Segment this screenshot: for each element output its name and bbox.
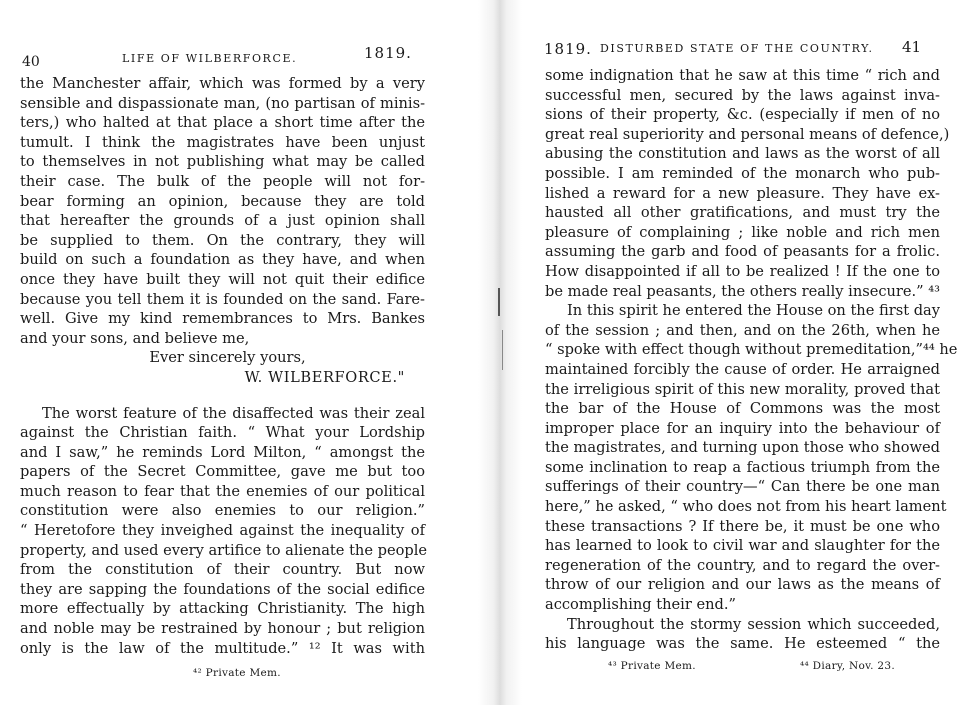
text-line: papers of the Secret Committee, gave me but too (20, 463, 425, 481)
text-line: improper place for an inquiry into the behaviour of (545, 419, 940, 437)
text-line: has learned to look to civil war and slaughter for the (545, 537, 940, 555)
left-body-text (20, 74, 428, 658)
right-body-text (545, 66, 958, 654)
text-line: possible. I am reminded of the monarch who pub- (545, 164, 940, 182)
text-line: great real superiority and personal means of defence,) (545, 125, 950, 143)
right-page-number: 41 (902, 38, 922, 56)
text-line: “ Heretofore they inveighed against the inequality of (20, 522, 425, 540)
text-line: successful men, secured by the laws against inva- (545, 86, 940, 104)
text-line: lished a reward for a new pleasure. They have ex- (545, 184, 940, 202)
text-line: and your sons, and believe me, (20, 329, 250, 347)
text-line: from the constitution of their country. But now (20, 561, 425, 579)
text-line: sensible and dispassionate man, (no partisan of minis- (20, 94, 425, 112)
text-line: be supplied to them. On the contrary, they will (20, 231, 425, 249)
letter-signature: W. WILBERFORCE." (244, 368, 405, 386)
text-line: these transactions ? If there be, it must be one who (545, 517, 940, 535)
text-line: property, and used every artifice to alienate the people (20, 541, 428, 559)
text-line: abusing the constitution and laws as the worst of all (545, 145, 940, 163)
text-line: “ spoke with effect though without premeditation,”⁴⁴ he (545, 341, 958, 359)
text-line: In this spirit he entered the House on the first day (567, 302, 940, 320)
text-line: because you tell them it is founded on the sand. Fare- (20, 290, 425, 308)
text-line: and noble may be restrained by honour ; but religion (20, 620, 425, 638)
text-line: more effectually by attacking Christianity. The high (20, 600, 425, 618)
text-line: and I saw,” he reminds Lord Milton, “ amongst the (20, 443, 425, 461)
right-page (500, 0, 980, 705)
text-line: be made real peasants, the others really insecure.” ⁴³ (545, 282, 940, 300)
text-line: only is the law of the multitude.” ¹² It was with (20, 639, 425, 657)
text-line: some inclination to reap a factious triumph from the (545, 458, 940, 476)
left-running-head: LIFE OF WILBERFORCE. (122, 52, 298, 65)
text-line: some indignation that he saw at this time “ rich and (545, 67, 940, 84)
text-line: once they have built they will not quit their edifice (20, 270, 425, 288)
text-line: constitution were also enemies to our religion.” (20, 502, 425, 520)
text-line: the bar of the House of Commons was the most (545, 400, 940, 418)
text-line: his language was the same. He esteemed “ the (545, 635, 940, 653)
right-footnote-43: ⁴³ Private Mem. (608, 660, 696, 672)
text-line: against the Christian faith. “ What your Lordship (20, 424, 425, 442)
text-line: of the session ; and then, and on the 26th, when he (545, 321, 940, 339)
left-footnote: ⁴² Private Mem. (193, 667, 281, 679)
text-line: here,” he asked, “ who does not from his heart lament (545, 498, 947, 516)
text-line: hausted all other gratifications, and must try the (545, 204, 940, 222)
left-page (0, 0, 480, 705)
text-line: The worst feature of the disaffected was their zeal (42, 404, 425, 422)
text-line: maintained forcibly the cause of order. He arraigned (545, 360, 940, 378)
letter-closing: Ever sincerely yours, (149, 349, 306, 367)
text-line: pleasure of complaining ; like noble and rich men (545, 223, 940, 241)
text-line: build on such a foundation as they have, and when (20, 251, 425, 269)
right-footnote-44: ⁴⁴ Diary, Nov. 23. (800, 660, 895, 672)
text-line: sions of their property, &c. (especially if men of no (545, 106, 940, 124)
text-line: bear forming an opinion, because they are told (20, 192, 425, 210)
text-line: tumult. I think the magistrates have been unjust (20, 133, 425, 151)
text-line: to themselves in not publishing what may be called (20, 153, 425, 171)
text-line: they are sapping the foundations of the social edifice (20, 580, 425, 598)
text-line: their case. The bulk of the people will not for- (20, 172, 425, 190)
text-line: throw of our religion and our laws as the means of (545, 576, 940, 594)
text-line: that hereafter the grounds of a just opinion shall (20, 212, 425, 230)
right-running-head: DISTURBED STATE OF THE COUNTRY. (600, 42, 874, 55)
left-page-header (0, 42, 480, 72)
text-line: ters,) who halted at that place a short time after the (20, 114, 425, 132)
text-line: assuming the garb and food of peasants for a frolic. (545, 243, 940, 261)
text-line: the magistrates, and turning upon those who showed (545, 439, 940, 457)
text-line: sufferings of their country—“ Can there be one man (545, 478, 940, 496)
right-page-header (500, 38, 980, 68)
text-line: accomplishing their end.” (545, 596, 736, 614)
text-line: regeneration of the country, and to regard the over- (545, 556, 940, 574)
left-year: 1819. (364, 44, 412, 62)
text-line: Throughout the stormy session which succeeded, (567, 615, 940, 633)
text-line: How disappointed if all to be realized ! If the one to (545, 262, 940, 280)
text-line: much reason to fear that the enemies of our political (20, 482, 425, 500)
text-line: well. Give my kind remembrances to Mrs. Bankes (20, 310, 425, 328)
left-page-number: 40 (22, 54, 40, 70)
text-line: the Manchester affair, which was formed by a very (20, 75, 425, 92)
text-line: the irreligious spirit of this new morality, proved that (545, 380, 940, 398)
right-year: 1819. (544, 40, 592, 58)
